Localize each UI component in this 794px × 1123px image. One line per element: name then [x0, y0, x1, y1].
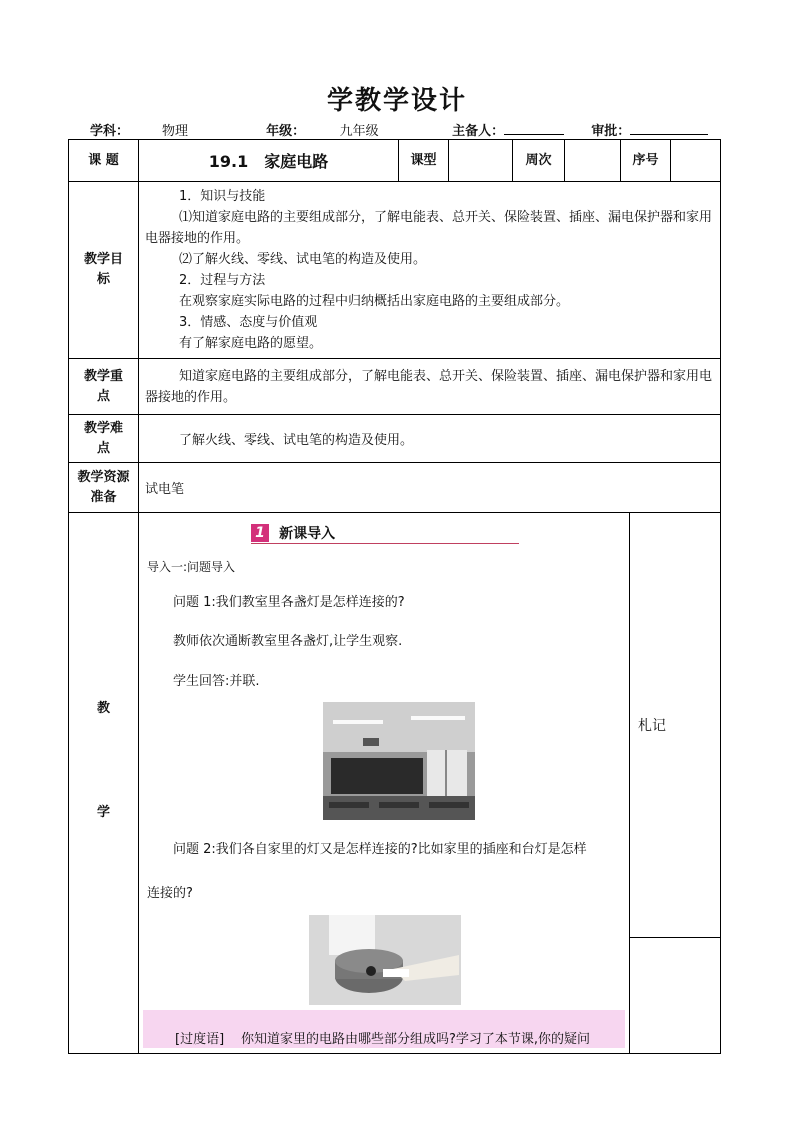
section-badge: 1 — [251, 524, 269, 542]
teaching-inner — [139, 513, 720, 1053]
goal-line: ⑴知道家庭电路的主要组成部分，了解电能表、总开关、保险装置、插座、漏电保护器和家用电器接地的作用。 — [145, 210, 713, 246]
question-2-line-2: 连接的? — [147, 886, 193, 901]
key-points-row — [69, 359, 721, 415]
teaching-content-cell — [139, 513, 721, 1054]
teaching-main — [139, 513, 629, 1053]
notes-label: 札记 — [638, 718, 666, 734]
notes-column — [629, 513, 720, 1053]
teaching-label-cell — [69, 513, 139, 1054]
type-label: 课型 — [399, 140, 449, 182]
week-label: 周次 — [513, 140, 565, 182]
difficulties-row — [69, 415, 721, 463]
key-points-label: 教学重点 — [69, 359, 139, 415]
teaching-label-2: 学 — [96, 805, 110, 820]
teacher-action-1: 教师依次通断教室里各盏灯,让学生观察. — [173, 634, 403, 649]
type-value — [449, 140, 513, 182]
socket-photo — [309, 915, 461, 1005]
preparer-value — [504, 134, 564, 135]
classroom-photo — [323, 702, 475, 820]
week-value — [565, 140, 621, 182]
notes-divider — [630, 937, 720, 938]
teaching-row — [69, 513, 721, 1054]
resources-label: 教学资源准备 — [69, 463, 139, 513]
meta-row — [90, 120, 708, 140]
goal-line: ⑵了解火线、零线、试电笔的构造及使用。 — [179, 252, 427, 267]
teaching-label-1: 教 — [96, 701, 110, 716]
goals-content — [139, 182, 721, 359]
document-title: 学教学设计 — [326, 86, 467, 116]
question-1: 问题 1:我们教室里各盏灯是怎样连接的? — [173, 595, 405, 610]
seq-value — [671, 140, 721, 182]
grade-label: 年级： — [266, 124, 306, 139]
goal-line: 1．知识与技能 — [179, 189, 266, 204]
goal-line: 3．情感、态度与价值观 — [179, 315, 318, 330]
goals-label: 教学目标 — [69, 182, 139, 359]
goal-line: 在观察家庭实际电路的过程中归纳概括出家庭电路的主要组成部分。 — [179, 294, 570, 309]
subject-value: 物理 — [129, 120, 221, 140]
section-header — [251, 523, 519, 544]
key-points-text: 知道家庭电路的主要组成部分，了解电能表、总开关、保险装置、插座、漏电保护器和家用电器接地的作用。 — [139, 359, 721, 415]
transition-label: [过度语] — [175, 1032, 225, 1047]
topic-label: 课 题 — [69, 140, 139, 182]
subject-label: 学科： — [90, 124, 130, 139]
seq-label: 序号 — [621, 140, 671, 182]
intro-heading: 导入一:问题导入 — [147, 560, 236, 574]
preparer-label: 主备人： — [452, 124, 505, 139]
question-2-line-1: 问题 2:我们各自家里的灯又是怎样连接的?比如家里的插座和台灯是怎样 — [173, 842, 587, 857]
lesson-plan-table — [68, 139, 721, 1054]
reviewer-value — [630, 134, 708, 135]
goal-line: 2．过程与方法 — [179, 273, 266, 288]
reviewer-label: 审批： — [591, 124, 631, 139]
resources-text: 试电笔 — [139, 463, 721, 513]
resources-row — [69, 463, 721, 513]
transition-box — [143, 1010, 625, 1048]
difficulties-text: 了解火线、零线、试电笔的构造及使用。 — [139, 415, 721, 463]
goal-line: 有了解家庭电路的愿望。 — [179, 336, 323, 351]
topic-value: 19.1 家庭电路 — [139, 140, 399, 182]
grade-value: 九年级 — [305, 120, 413, 140]
transition-text: 你知道家里的电路由哪些部分组成吗?学习了本节课,你的疑问 — [241, 1032, 591, 1047]
section-title: 新课导入 — [279, 526, 336, 542]
goals-row — [69, 182, 721, 359]
student-answer-1: 学生回答:并联. — [173, 674, 260, 689]
difficulties-label: 教学难点 — [69, 415, 139, 463]
header-row — [69, 140, 721, 182]
